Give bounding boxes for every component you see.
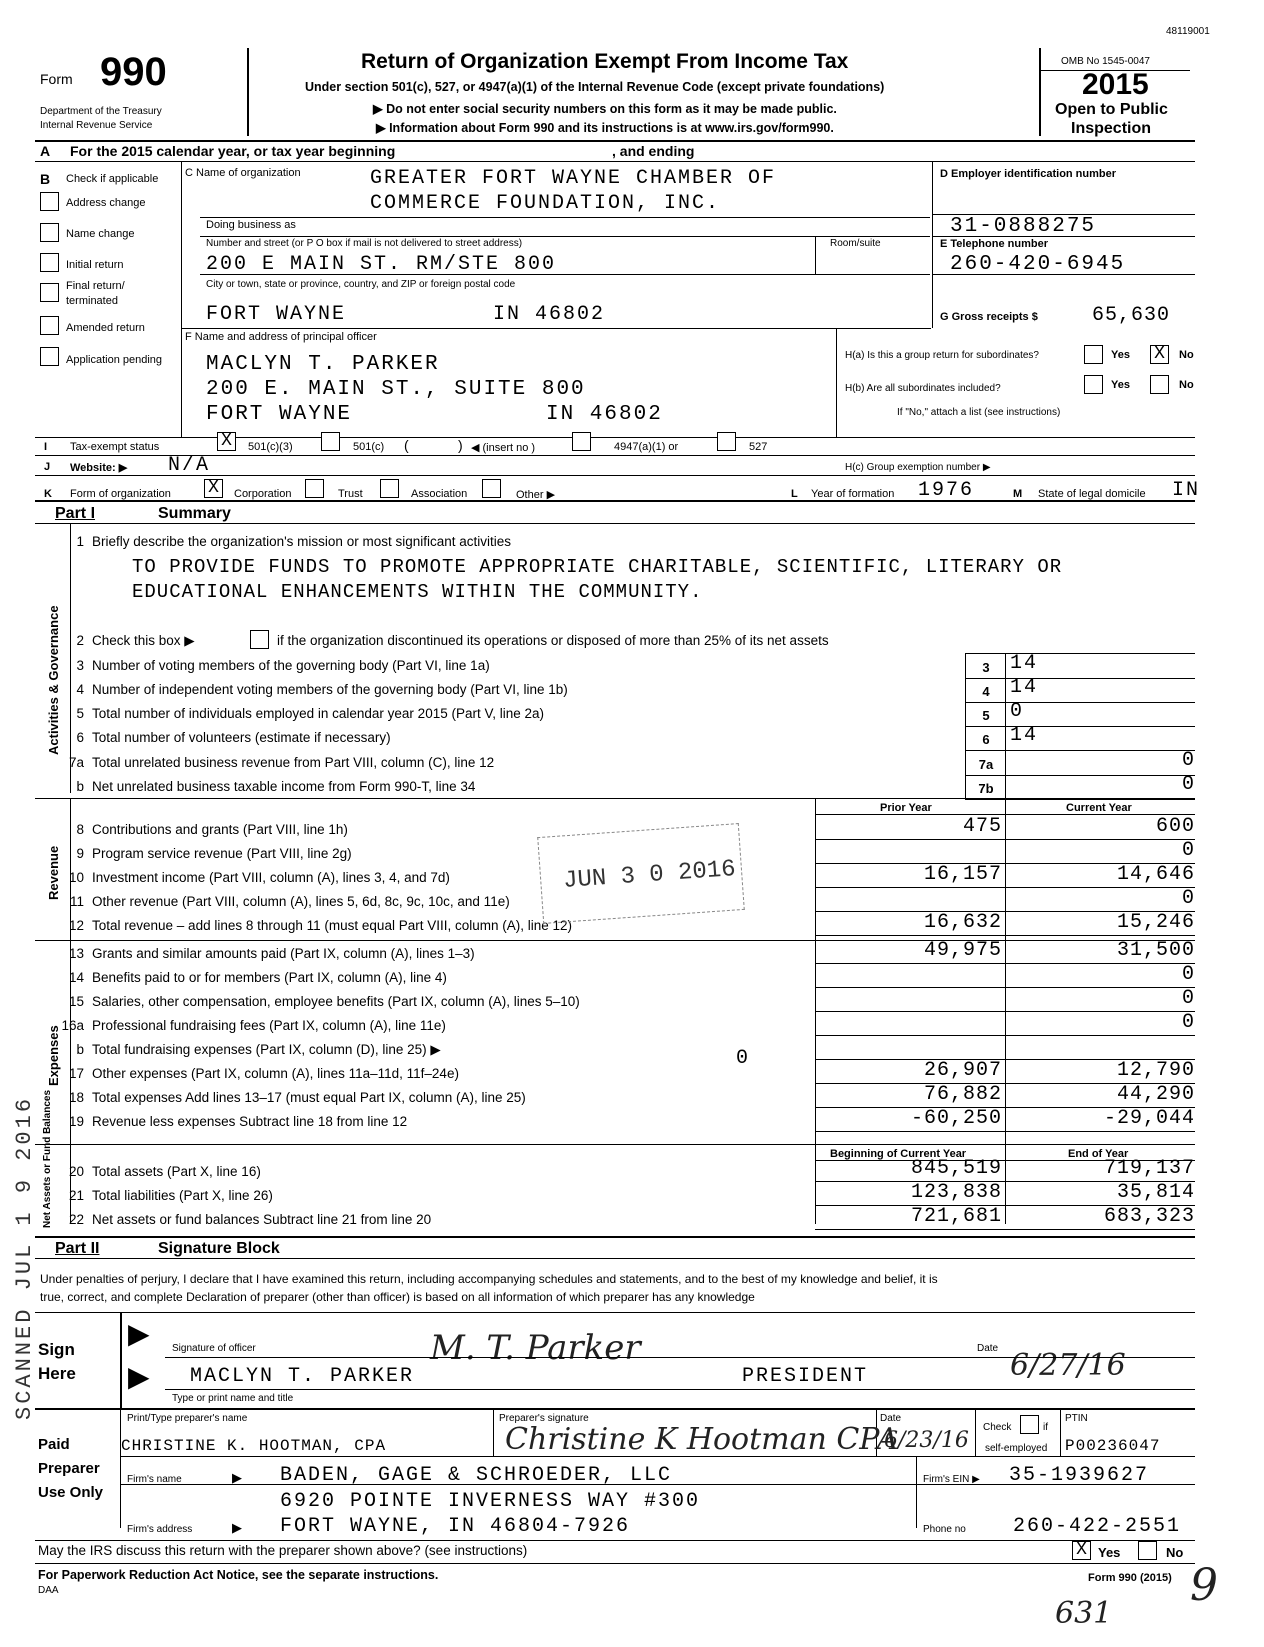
gov-line-label: Number of independent voting members of the governing body (Part VI, line 1b) [92,682,568,697]
line2-label: Check this box ▶ [92,633,195,648]
current-year-value: 14,646 [1116,863,1195,886]
line-number: b [76,1042,84,1057]
line-17 [58,1066,459,1081]
declaration-line2: true, correct, and complete Declaration of preparer (other than officer) is based on all information of which preparer has any knowledge [40,1290,755,1304]
use-only-label: Use Only [38,1484,104,1501]
tax-exempt-label: Tax-exempt status [70,441,160,453]
line-10 [58,870,450,885]
group-return-no-checkbox[interactable]: X [1150,345,1169,364]
side-activities-governance: Activities & Governance [46,605,61,755]
amended-return-checkbox[interactable] [40,316,59,335]
prior-year-value: -60,250 [910,1107,1002,1130]
street-label: Number and street (or P O box if mail is not delivered to street address) [206,238,523,249]
line-label: Total assets (Part X, line 16) [92,1164,261,1179]
department: Department of the Treasury [40,106,162,117]
line-number: 9 [76,846,84,861]
mission-line2: EDUCATIONAL ENHANCEMENTS WITHIN THE COMMUNITY. [132,581,703,603]
line-label: Contributions and grants (Part VIII, line 1h) [92,822,348,837]
form-word: Form [40,71,73,87]
ptin-value: P00236047 [1065,1437,1161,1455]
line-label: Salaries, other compensation, employee benefits (Part IX, column (A), lines 5–10) [92,994,580,1009]
preparer-date-label: Date [880,1413,902,1424]
current-year-value: 600 [1155,815,1195,838]
sign-label: Sign [38,1340,75,1359]
line-number: 19 [68,1114,84,1129]
trust-checkbox[interactable] [305,479,324,498]
row-rule [815,1035,1195,1036]
corporation-label: Corporation [234,488,292,500]
gov-line-value: 0 [1181,749,1195,772]
discuss-no-label: No [1166,1545,1184,1560]
gov-line-box: 7b [978,781,994,796]
firm-phone-label: Phone no [923,1524,966,1535]
line1-number: 1 [76,534,84,549]
attach-list-note: If "No," attach a list (see instructions) [897,407,1061,418]
form-title: Return of Organization Exempt From Income Tax [361,50,849,73]
gov-line-value: 14 [1010,652,1039,675]
501c-label: 501(c) [353,441,385,453]
line-13 [58,946,475,961]
self-employed-checkbox[interactable] [1020,1415,1039,1434]
type-name-title-label: Type or print name and title [172,1393,294,1404]
line-22 [58,1212,431,1227]
phone-label: E Telephone number [940,238,1048,250]
line2-number: 2 [76,633,84,648]
subordinates-yes-checkbox[interactable] [1084,375,1103,394]
current-year-value: 31,500 [1116,939,1195,962]
line-i-letter: I [44,441,48,453]
year-formation-label: Year of formation [811,488,895,500]
gov-line-box: 3 [982,660,990,675]
line-b [58,1042,441,1058]
line-8 [58,822,348,837]
line2-rest: if the organization discontinued its operations or disposed of more than 25% of its net assets [277,633,829,648]
section-b-letter: B [40,171,51,187]
row-rule [815,935,1195,936]
group-return-no-label: No [1179,349,1194,361]
prior-year-value: 721,681 [910,1205,1002,1228]
officer-signature: M. T. Parker [430,1328,641,1368]
line-label: Program service revenue (Part VIII, line 2g) [92,846,352,861]
line-number: 20 [68,1164,84,1179]
prior-year-value: 16,157 [923,863,1002,886]
part2-title: Signature Block [158,1240,280,1257]
line-number: 8 [76,822,84,837]
paid-label: Paid [38,1436,70,1453]
prior-year-value: 475 [962,815,1002,838]
line-number: 21 [68,1188,84,1203]
row-rule [815,1229,1195,1230]
subordinates-no-checkbox[interactable] [1150,375,1169,394]
current-year-value: 0 [1181,987,1195,1010]
discuss-yes-checkbox[interactable]: X [1072,1541,1091,1560]
line-number: 18 [68,1090,84,1105]
here-label: Here [38,1364,76,1383]
signature-officer-label: Signature of officer [172,1343,256,1354]
gross-receipts-value: 65,630 [1091,304,1170,327]
application-pending-checkbox[interactable] [40,347,59,366]
current-year-value: 683,323 [1103,1205,1195,1228]
line-number: 15 [68,994,84,1009]
line-number: 11 [69,894,84,909]
address-change-label: Address change [66,197,146,209]
omb-number: OMB No 1545-0047 [1061,56,1150,67]
if-label: if [1043,1422,1048,1433]
ptin-label: PTIN [1065,1413,1088,1424]
year-formation-value: 1976 [918,479,975,502]
prior-year-value: 123,838 [910,1181,1002,1204]
prior-year-value: 26,907 [923,1059,1002,1082]
side-revenue: Revenue [46,845,61,900]
527-label: 527 [749,441,768,453]
paperwork-notice: For Paperwork Reduction Act Notice, see the separate instructions. [38,1568,439,1582]
gov-line-label: Total number of individuals employed in calendar year 2015 (Part V, line 2a) [92,706,545,721]
group-return-yes-label: Yes [1111,349,1130,361]
legal-domicile-value: IN [1172,479,1201,502]
line-label: Professional fundraising fees (Part IX, column (A), line 11e) [92,1018,446,1033]
agency: Internal Revenue Service [40,120,153,131]
org-name-line2: COMMERCE FOUNDATION, INC. [370,192,721,215]
line-19 [58,1114,407,1129]
line-label: Investment income (Part VIII, column (A), lines 3, 4, and 7d) [92,870,450,885]
line-number: 22 [68,1212,84,1227]
corporation-checkbox[interactable]: X [204,479,223,498]
col-beginning-year: Beginning of Current Year [830,1148,967,1160]
gross-receipts-label: G Gross receipts $ [940,311,1038,323]
discuss-question: May the IRS discuss this return with the preparer shown above? (see instructions) [38,1543,528,1558]
line-label: Grants and similar amounts paid (Part IX, column (A), lines 1–3) [92,946,475,961]
current-year-value: 0 [1181,887,1195,910]
line-21 [58,1188,273,1203]
application-pending-label: Application pending [66,354,163,366]
line-label: Total liabilities (Part X, line 26) [92,1188,273,1203]
officer-state-zip: IN 46802 [546,403,663,426]
firm-name-arrow-icon: ▶ [232,1470,242,1485]
gov-line-number: 5 [76,706,84,721]
subordinates-no-label: No [1179,379,1194,391]
form-subtitle: Under section 501(c), 527, or 4947(a)(1) of the Internal Revenue Code (except private foundations) [305,80,885,94]
current-year-value: 0 [1181,839,1195,862]
final-return-checkbox[interactable] [40,283,59,302]
address-change-checkbox[interactable] [40,192,59,211]
firm-address-line2: FORT WAYNE, IN 46804-7926 [280,1515,631,1538]
line-number: 12 [68,918,84,933]
current-year-value: 35,814 [1116,1181,1195,1204]
subordinates-question: H(b) Are all subordinates included? [845,383,1001,394]
firm-phone: 260-422-2551 [1013,1515,1182,1538]
mission-line1: TO PROVIDE FUNDS TO PROMOTE APPROPRIATE CHARITABLE, SCIENTIFIC, LITERARY OR [132,556,1063,578]
open-paren: ( [404,437,409,453]
line-16a [58,1018,446,1033]
officer-printed-name: MACLYN T. PARKER [190,1365,415,1388]
close-paren: ) [458,437,463,453]
prior-year-value: 49,975 [923,939,1002,962]
gov-line-4 [58,682,568,697]
firm-address-label: Firm's address [127,1524,193,1535]
group-return-question: H(a) Is this a group return for subordinates? [845,350,1039,361]
line-number: 13 [68,946,84,961]
501c3-label: 501(c)(3) [248,441,293,453]
name-change-checkbox[interactable] [40,223,59,242]
4947-checkbox[interactable] [572,432,591,451]
line-label: Total revenue – add lines 8 through 11 (must equal Part VIII, column (A), line 12) [92,918,573,933]
line-label: Net assets or fund balances Subtract line 21 from line 20 [92,1212,432,1227]
gov-line-box: 6 [982,732,990,747]
line-a-ending: , and ending [612,143,695,159]
gov-line-value: 0 [1010,700,1024,723]
prior-year-value: 16,632 [923,911,1002,934]
subordinates-yes-label: Yes [1111,379,1130,391]
preparer-date: 6/23/16 [884,1428,969,1453]
side-net-assets: Net Assets or Fund Balances [42,1089,53,1228]
discontinued-checkbox[interactable] [250,630,269,649]
gov-line-number: 7a [68,755,84,770]
discuss-yes-label: Yes [1098,1545,1121,1560]
line-label: Other revenue (Part VIII, column (A), lines 5, 6d, 8c, 9c, 10c, and 11e) [92,894,510,909]
trust-label: Trust [338,488,363,500]
self-employed-label: self-employed [985,1443,1048,1454]
line-number: 16a [61,1018,84,1033]
form-footer-ref: Form 990 (2015) [1088,1572,1172,1584]
line-number: 17 [68,1066,84,1081]
col-prior-year: Prior Year [880,802,932,814]
gov-row-rule [965,678,1195,679]
line-j-letter: J [44,461,51,473]
prior-year-value: 845,519 [910,1157,1002,1180]
firm-address-arrow-icon: ▶ [232,1520,242,1535]
line-12 [58,918,572,933]
line-18 [58,1090,526,1105]
dba-label: Doing business as [206,219,296,231]
501c3-checkbox[interactable]: X [217,432,236,451]
current-year-value: -29,044 [1103,1107,1195,1130]
form-of-org-label: Form of organization [70,488,171,500]
gov-line-7b [58,779,475,794]
line-label: Total fundraising expenses (Part IX, column (D), line 25) ▶ [92,1042,441,1057]
declaration-line1: Under penalties of perjury, I declare that I have examined this return, including accompanying schedules and statements, and to the best of my knowledge and belief, it is [40,1272,938,1286]
terminated-label: terminated [66,295,118,307]
gov-line-label: Net unrelated business taxable income from Form 990-T, line 34 [92,779,476,794]
part1-tag: Part I [55,505,96,522]
gov-line-number: 6 [76,730,84,745]
line1-text [58,534,511,549]
open-to-public: Open to Public [1055,101,1168,118]
gov-line-6 [58,730,391,745]
gov-line-number: b [76,779,84,794]
gov-line-box: 5 [982,708,990,723]
sign-date-label: Date [977,1343,999,1354]
document-id: 48119001 [1166,26,1210,37]
officer-street: 200 E. MAIN ST., SUITE 800 [206,378,586,401]
line-l-letter: L [791,488,798,500]
current-year-value: 0 [1181,1011,1195,1034]
officer-printed-title: PRESIDENT [742,1365,869,1388]
line1-label: Briefly describe the organization's mission or most significant activities [92,534,512,549]
gov-line-label: Total number of volunteers (estimate if necessary) [92,730,391,745]
ssn-notice: ▶ Do not enter social security numbers on this form as it may be made public. [373,102,837,116]
side-expenses: Expenses [46,1025,61,1086]
preparer-name: CHRISTINE K. HOOTMAN, CPA [121,1437,387,1455]
handwritten-mark: 9 [1190,1560,1218,1611]
preparer-signature-label: Preparer's signature [499,1413,589,1424]
line2-text [58,633,195,649]
tax-year: 2015 [1082,68,1149,101]
preparer-signature: Christine K Hootman CPA [505,1422,899,1457]
other-checkbox[interactable] [482,479,501,498]
current-year-value: 12,790 [1116,1059,1195,1082]
row-rule [815,1131,1195,1132]
initial-return-label: Initial return [66,259,124,271]
527-checkbox[interactable] [717,432,736,451]
other-label: Other ▶ [516,489,556,501]
gov-line-number: 4 [76,682,84,697]
gov-line-value: 14 [1010,676,1039,699]
line-label: Benefits paid to or for members (Part IX, column (A), line 4) [92,970,447,985]
ein-value: 31-0888275 [950,215,1097,238]
officer-city: FORT WAYNE [206,403,353,426]
current-year-value: 719,137 [1103,1157,1195,1180]
received-stamp: JUN 3 0 2016 [562,856,737,895]
info-notice: ▶ Information about Form 990 and its instructions is at www.irs.gov/form990. [376,121,834,135]
sign-date: 6/27/16 [1010,1348,1126,1383]
ein-label: D Employer identification number [940,168,1117,180]
preparer-name-label: Print/Type preparer's name [127,1413,248,1424]
gov-line-5 [58,706,544,721]
col-current-year: Current Year [1066,802,1132,814]
line-label: Other expenses (Part IX, column (A), lines 11a–11d, 11f–24e) [92,1066,459,1081]
org-name-label: C Name of organization [185,167,301,179]
room-suite-label: Room/suite [830,238,881,249]
firm-address-line1: 6920 POINTE INVERNESS WAY #300 [280,1490,701,1513]
discuss-no-checkbox[interactable] [1138,1541,1157,1560]
current-year-value: 44,290 [1116,1083,1195,1106]
gov-line-value: 0 [1181,773,1195,796]
501c-checkbox[interactable] [321,432,340,451]
line-15 [58,994,580,1009]
line16b-inline-value: 0 [736,1047,751,1070]
gov-row-rule [965,726,1195,727]
line-number: 10 [68,870,84,885]
officer-name: MACLYN T. PARKER [206,353,440,376]
form-number: 990 [100,50,167,94]
inspection: Inspection [1071,120,1152,137]
final-return-label: Final return/ [66,280,125,292]
firm-ein: 35-1939627 [1009,1464,1150,1487]
part1-title: Summary [158,505,231,522]
daa-label: DAA [38,1585,59,1596]
firm-name-label: Firm's name [127,1474,182,1485]
street-address: 200 E MAIN ST. RM/STE 800 [206,253,557,276]
line-number: 14 [68,970,84,985]
group-exemption-label: H(c) Group exemption number ▶ [845,462,991,473]
check-label: Check [983,1422,1012,1433]
sign-arrow-icon: ▶ [128,1318,150,1349]
current-year-value: 0 [1181,963,1195,986]
phone-value: 260-420-6945 [950,253,1126,276]
amended-return-label: Amended return [66,322,145,334]
line-14 [58,970,447,985]
prior-year-value: 76,882 [923,1083,1002,1106]
line-label: Total expenses Add lines 13–17 (must equal Part IX, column (A), line 25) [92,1090,526,1105]
line-k-letter: K [44,488,52,500]
state-zip: IN 46802 [493,303,606,326]
gov-line-box: 4 [982,684,990,699]
firm-name: BADEN, GAGE & SCHROEDER, LLC [280,1464,673,1487]
handwritten-page-number: 631 [1055,1596,1113,1631]
city: FORT WAYNE [206,303,347,326]
gov-line-box: 7a [978,757,994,772]
line-label: Revenue less expenses Subtract line 18 from line 12 [92,1114,408,1129]
col-end-year: End of Year [1068,1148,1129,1160]
gov-row-rule [965,799,1195,800]
gov-line-label: Total unrelated business revenue from Part VIII, column (C), line 12 [92,755,495,770]
gov-line-number: 3 [76,658,84,673]
preparer-label: Preparer [38,1460,100,1477]
officer-label: F Name and address of principal officer [185,331,377,343]
line-a-text: For the 2015 calendar year, or tax year beginning [70,143,396,159]
check-if-applicable: Check if applicable [66,173,159,185]
gov-line-7a [58,755,494,770]
line-11 [58,894,510,909]
scanned-stamp: SCANNED JUL 1 9 2016 [12,1095,37,1420]
group-return-yes-checkbox[interactable] [1084,345,1103,364]
org-name-line1: GREATER FORT WAYNE CHAMBER OF [370,167,777,190]
gov-line-3 [58,658,490,673]
website-label: Website: ▶ [70,462,128,474]
initial-return-checkbox[interactable] [40,253,59,272]
gov-line-value: 14 [1010,724,1039,747]
association-label: Association [411,488,468,500]
legal-domicile-label: State of legal domicile [1038,488,1146,500]
gov-line-label: Number of voting members of the governing body (Part VI, line 1a) [92,658,490,673]
current-year-value: 15,246 [1116,911,1195,934]
name-change-label: Name change [66,228,135,240]
part2-tag: Part II [55,1240,100,1257]
line-a-letter: A [40,143,51,159]
firm-ein-label: Firm's EIN ▶ [923,1474,980,1485]
line-9 [58,846,352,861]
website-value: N/A [168,454,211,477]
city-label: City or town, state or province, country, and ZIP or foreign postal code [206,279,516,290]
4947-label: 4947(a)(1) or [614,441,679,453]
insert-no-label: ◀ (insert no ) [471,442,536,454]
line-20 [58,1164,261,1179]
stamp-border [537,823,745,924]
line-m-letter: M [1013,488,1023,500]
sign-arrow-icon-2: ▶ [128,1361,150,1392]
association-checkbox[interactable] [380,479,399,498]
